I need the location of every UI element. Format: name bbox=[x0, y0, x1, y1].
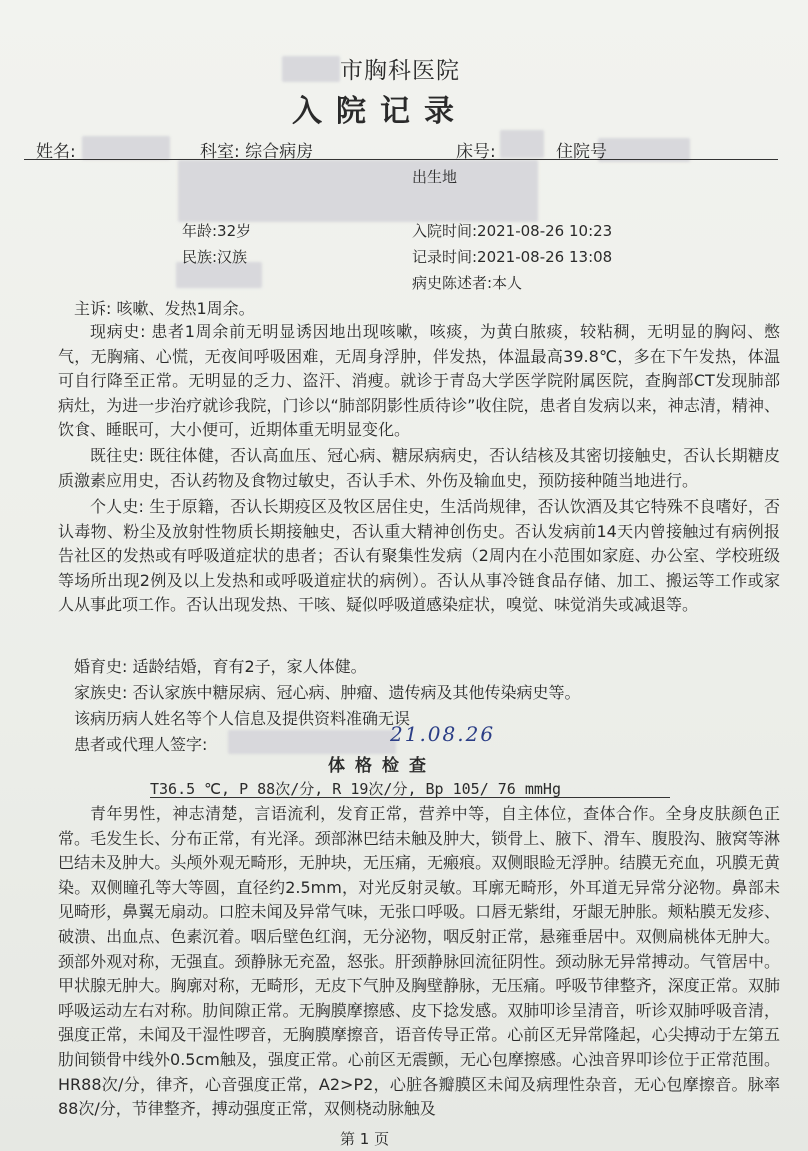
record-time-field: 记录时间:2021-08-26 13:08 bbox=[412, 248, 613, 266]
bed-label: 床号: bbox=[456, 142, 496, 162]
admission-time-field: 入院时间:2021-08-26 10:23 bbox=[412, 222, 613, 240]
page-number: 第 1 页 bbox=[340, 1130, 390, 1148]
accuracy-statement: 该病历病人姓名等个人信息及提供资料准确无误 bbox=[74, 709, 411, 728]
past-history: 既往史: 既往体健，否认高血压、冠心病、糖尿病病史，否认结核及其密切接触史，否认长期糖皮质激素应用史，否认药物及食物过敏史，否认手术、外伤及输血史，预防接种随当地进行。 bbox=[58, 446, 780, 490]
family-history: 家族史: 否认家族中糖尿病、冠心病、肿瘤、遗传病及其他传染病史等。 bbox=[74, 683, 581, 702]
vitals-underline bbox=[150, 797, 670, 798]
redaction-patient-block bbox=[178, 160, 538, 222]
signature-label: 患者或代理人签字: bbox=[74, 735, 208, 754]
history-narrator-field: 病史陈述者:本人 bbox=[412, 274, 523, 292]
vital-signs: T36.5 ℃, P 88次/分, R 19次/分, Bp 105/ 76 mmHg bbox=[150, 780, 561, 798]
hospital-name: 市胸科医院 bbox=[340, 58, 460, 84]
document-title: 入院记录 bbox=[292, 94, 468, 129]
ethnicity-field: 民族:汉族 bbox=[182, 248, 248, 266]
redaction-name bbox=[82, 136, 170, 160]
header-rule bbox=[24, 159, 778, 160]
personal-history: 个人史: 生于原籍，否认长期疫区及牧区居住史，生活尚规律，否认饮酒及其它特殊不良嗜好，否认毒物、粉尘及放射性物质长期接触史，否认重大精神创伤史。否认发病前14天内曾接触过有病例报告社区的发热或有呼吸道症状的患者；否认有聚集性发病（2周内在小范围如家庭、办公室、学校班级等场所出现2例及以上发热和或呼吸道症状的病例）。否认从事冷链食品存储、加工、搬运等工作或家人从事此项工作。否认出现发热、干咳、疑似呼吸道感染症状，嗅觉、味觉消失或减退等。 bbox=[58, 497, 780, 615]
birthplace-label: 出生地 bbox=[412, 168, 458, 186]
exam-findings: 青年男性，神志清楚，言语流利，发育正常，营养中等，自主体位，查体合作。全身皮肤颜色正常。毛发生长、分布正常，有光泽。颈部淋巴结未触及肿大，锁骨上、腋下、滑车、腹股沟、腋窝等淋巴结未及肿大。头颅外观无畸形，无肿块，无压痛，无瘢痕。双侧眼睑无浮肿。结膜无充血，巩膜无黄染。双侧瞳孔等大等圆，直径约2.5mm，对光反射灵敏。耳廓无畸形，外耳道无异常分泌物。鼻部未见畸形，鼻翼无扇动。口腔未闻及异常气味，无张口呼吸。口唇无紫绀，牙龈无肿胀。颊粘膜无发疹、破溃、出血点、色素沉着。咽后壁色红润，无分泌物，咽反射正常，悬雍垂居中。双侧扁桃体无肿大。颈部外观对称，无强直。颈静脉无充盈，怒张。肝颈静脉回流征阴性。颈动脉无异常搏动。气管居中。甲状腺无肿大。胸廓对称，无畸形，无皮下气肿及胸壁静脉，无压痛。呼吸节律整齐，深度正常。双肺呼吸运动左右对称。肋间隙正常。无胸膜摩擦感、皮下捻发感。双肺叩诊呈清音，听诊双肺呼吸音清，强度正常，未闻及干湿性啰音，无胸膜摩擦音，语音传导正常。心前区无异常隆起，心尖搏动于左第五肋间锁骨中线外0.5cm触及，强度正常。心前区无震颤，无心包摩擦感。心浊音界叩诊位于正常范围。HR88次/分，律齐，心音强度正常，A2>P2，心脏各瓣膜区未闻及病理性杂音，无心包摩擦音。脉率88次/分，节律整齐，搏动强度正常，双侧桡动脉触及 bbox=[58, 804, 780, 1119]
signature-date: 21.08.26 bbox=[390, 722, 496, 746]
name-label: 姓名: bbox=[36, 142, 76, 162]
redaction-hospital-prefix bbox=[282, 56, 340, 82]
exam-section-title: 体格检查 bbox=[328, 756, 436, 776]
marital-history: 婚育史: 适龄结婚，育有2子，家人体健。 bbox=[74, 657, 367, 676]
present-illness: 现病史: 患者1周余前无明显诱因地出现咳嗽，咳痰，为黄白脓痰，较粘稠，无明显的胸闷、憋气，无胸痛、心慌，无夜间呼吸困难，无周身浮肿，伴发热，体温最高39.8℃，多在下午发热，体温可自行降至正常。无明显的乏力、盗汗、消瘦。就诊于青岛大学医学院附属医院，查胸部CT发现肺部病灶，为进一步治疗就诊我院，门诊以“肺部阴影性质待诊”收住院，患者自发病以来，神志清，精神、饮食、睡眠可，大小便可，近期体重无明显变化。 bbox=[58, 322, 780, 440]
admission-no-label: 住院号 bbox=[556, 142, 607, 162]
redaction-bed-no bbox=[500, 130, 544, 158]
chief-complaint: 主诉: 咳嗽、发热1周余。 bbox=[74, 299, 255, 318]
department-field: 科室: 综合病房 bbox=[200, 142, 314, 162]
age-field: 年龄:32岁 bbox=[182, 222, 252, 240]
